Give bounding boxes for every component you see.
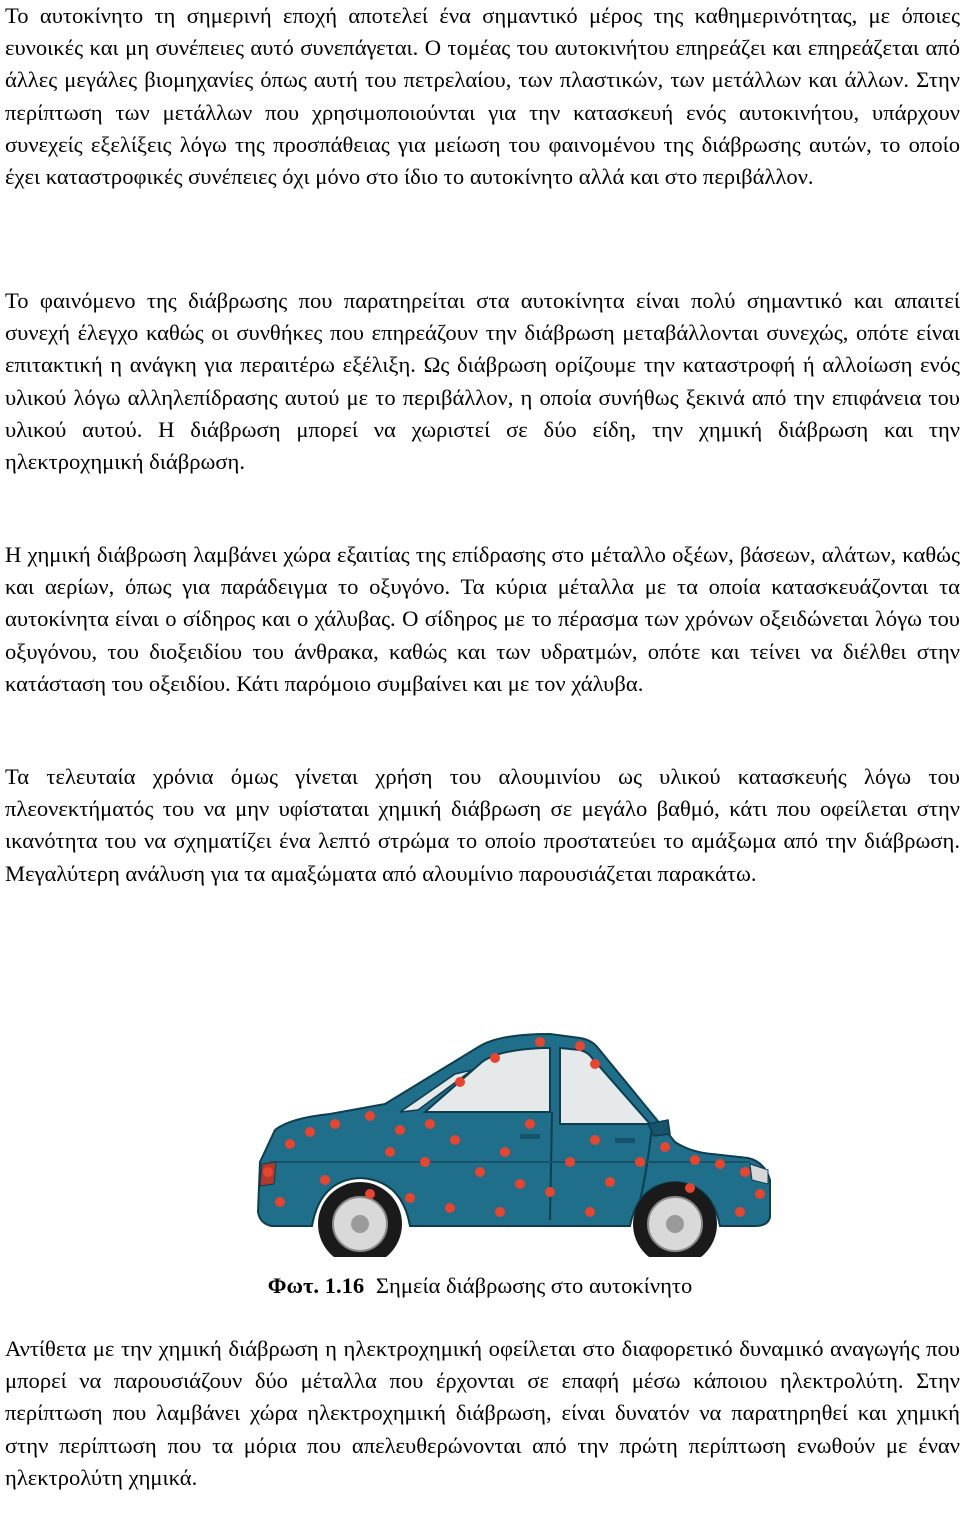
corrosion-spot — [575, 1041, 585, 1051]
corrosion-spot — [515, 1179, 525, 1189]
car-corrosion-figure — [250, 1012, 780, 1257]
corrosion-spot — [405, 1193, 415, 1203]
corrosion-spot — [475, 1167, 485, 1177]
corrosion-spot — [455, 1077, 465, 1087]
corrosion-spot — [525, 1119, 535, 1129]
corrosion-spot — [365, 1111, 375, 1121]
corrosion-spot — [545, 1187, 555, 1197]
corrosion-spot — [715, 1159, 725, 1169]
corrosion-spot — [565, 1157, 575, 1167]
figure-label: Φωτ. 1.16 — [267, 1273, 365, 1298]
corrosion-spot — [275, 1197, 285, 1207]
corrosion-spot — [635, 1157, 645, 1167]
corrosion-spot — [285, 1139, 295, 1149]
corrosion-spot — [755, 1189, 765, 1199]
corrosion-spot — [395, 1125, 405, 1135]
paragraph-electrochemical-corrosion: Αντίθετα με την χημική διάβρωση η ηλεκτροχημική οφείλεται στο διαφορετικό δυναμικό αναγωγής που μπορεί να παρουσιάζουν δύο μέταλλα που έρχονται σε επαφή μέσω κάποιου ηλεκτρολύτη. Στην περίπτωση που λαμβάνει χώρα ηλεκτροχημική διάβρωση, είναι δυνατόν να παρατηρηθεί και χημική στην περίπτωση που τα μόρια που απελευθερώνονται από την πρώτη περίπτωση ενωθούν με έναν ηλεκτρολύτη χημικά. — [5, 1336, 960, 1490]
corrosion-spot — [305, 1127, 315, 1137]
car-illustration — [250, 1012, 780, 1257]
corrosion-spot — [735, 1207, 745, 1217]
paragraph-chemical-corrosion: Η χημική διάβρωση λαμβάνει χώρα εξαιτίας της επίδρασης στο μέταλλο οξέων, βάσεων, αλάτων, καθώς και αερίων, όπως για παράδειγμα το οξυγόνο. Τα κύρια μέταλλα με τα οποία κατασκευάζονται τα αυτοκίνητα είναι ο σίδηρος και ο χάλυβας. Ο σίδηρος με το πέρασμα των χρόνων οξειδώνεται λόγω του οξυγόνου, του διοξειδίου του άνθρακα, καθώς και των υδρατμών, οπότε και τείνει να διέλθει στην κατάσταση του οξειδίου. Κάτι παρόμοιο συμβαίνει και με τον χάλυβα. — [5, 542, 960, 696]
corrosion-spot — [500, 1147, 510, 1157]
rear-hub-center — [351, 1215, 369, 1233]
corrosion-spot — [320, 1175, 330, 1185]
paragraph-corrosion-definition: Το φαινόμενο της διάβρωσης που παρατηρείται στα αυτοκίνητα είναι πολύ σημαντικό και απαιτεί συνεχή έλεγχο καθώς οι συνθήκες που επηρεάζουν την διάβρωση μεταβάλλονται συνεχώς, οπότε είναι επιτακτική η ανάγκη για περαιτέρω εξέλιξη. Ως διάβρωση ορίζουμε την καταστροφή ή αλλοίωση ενός υλικού λόγω αλληλεπίδρασης αυτού με το περιβάλλον, η οποία συνήθως ξεκινά από την επιφάνεια του υλικού αυτού. Η διάβρωση μπορεί να χωριστεί σε δύο είδη, την χημική διάβρωση και την ηλεκτροχημική διάβρωση. — [5, 288, 960, 475]
corrosion-spot — [685, 1183, 695, 1193]
paragraph-intro: Το αυτοκίνητο τη σημερινή εποχή αποτελεί ένα σημαντικό μέρος της καθημερινότητας, με όποιες ευνοικές και μη συνέπειες αυτό συνεπάγεται. Ο τομέας του αυτοκινήτου επηρεάζει και επηρεάζεται από άλλες μεγάλες βιομηχανίες όπως αυτή του πετρελαίου, των πλαστικών, των μετάλλων και άλλων. Στην περίπτωση των μετάλλων που χρησιμοποιούνται για την κατασκευή ενός αυτοκινήτου, υπάρχουν συνεχείς εξελίξεις λόγω της προσπάθειας για μείωση του φαινομένου της διάβρωσης αυτών, το οποίο έχει καταστροφικές συνέπειες όχι μόνο στο ίδιο το αυτοκίνητο αλλά και στο περιβάλλον. — [5, 3, 960, 190]
corrosion-spot — [590, 1135, 600, 1145]
corrosion-spot — [585, 1207, 595, 1217]
figure-caption-text: Σημεία διάβρωσης στο αυτοκίνητο — [375, 1273, 693, 1298]
corrosion-spot — [385, 1147, 395, 1157]
corrosion-spot — [660, 1142, 670, 1152]
corrosion-spot — [690, 1155, 700, 1165]
corrosion-spot — [490, 1053, 500, 1063]
corrosion-spot — [263, 1167, 273, 1177]
corrosion-spot — [590, 1059, 600, 1069]
front-door-handle — [615, 1138, 635, 1143]
corrosion-spot — [605, 1177, 615, 1187]
corrosion-spot — [535, 1037, 545, 1047]
corrosion-spot — [445, 1203, 455, 1213]
corrosion-spot — [420, 1157, 430, 1167]
figure-caption — [0, 1270, 960, 1302]
corrosion-spot — [330, 1119, 340, 1129]
corrosion-spot — [365, 1189, 375, 1199]
front-hub-center — [666, 1215, 684, 1233]
rear-door-handle — [520, 1134, 540, 1139]
corrosion-spot — [450, 1135, 460, 1145]
corrosion-spot — [740, 1167, 750, 1177]
corrosion-spot — [425, 1119, 435, 1129]
paragraph-aluminium: Τα τελευταία χρόνια όμως γίνεται χρήση του αλουμινίου ως υλικού κατασκευής λόγω του πλεονεκτήματός του να μην υφίσταται χημική διάβρωση σε μεγάλο βαθμό, κάτι που οφείλεται στην ικανότητα του να σχηματίζει ένα λεπτό στρώμα το οποίο προστατεύει το αμάξωμα από την διάβρωση. Μεγαλύτερη ανάλυση για τα αμαξώματα από αλουμίνιο παρουσιάζεται παρακάτω. — [5, 764, 960, 886]
corrosion-spot — [495, 1207, 505, 1217]
